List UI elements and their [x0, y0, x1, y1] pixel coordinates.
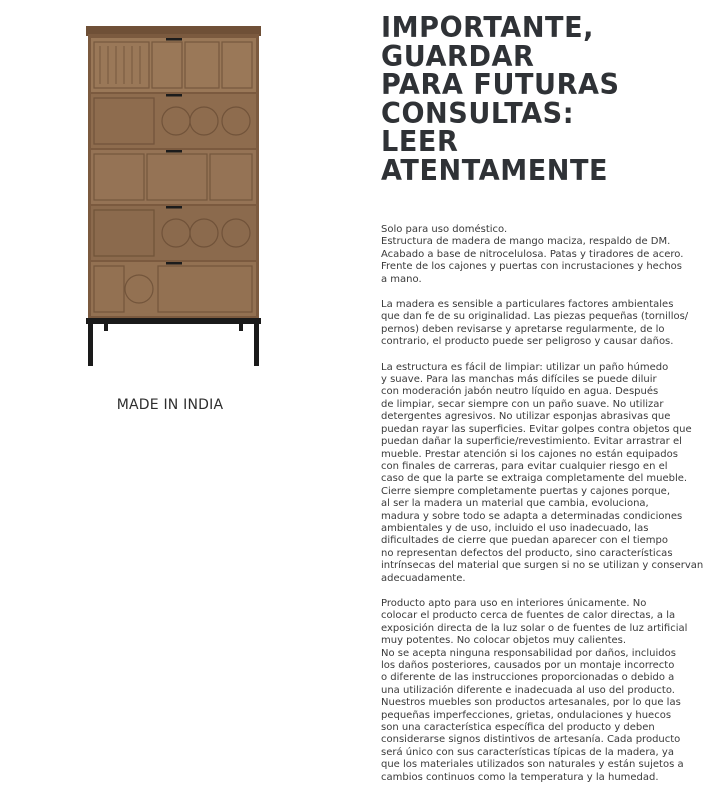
title-line: GUARDAR — [381, 39, 535, 73]
paragraph-line: será único con sus características típicas de la madera, ya — [381, 746, 674, 758]
paragraph-line: puedan dañar la superficie/revestimiento. Evitar arrastrar el — [381, 436, 682, 448]
paragraph-line: colocar el producto cerca de fuentes de calor directas, a la — [381, 610, 676, 622]
paragraph-line: no representan defectos del producto, sino características — [381, 547, 673, 559]
paragraph-line: Nuestros muebles son productos artesanales, por lo que las — [381, 697, 681, 709]
paragraph-line: intrínsecas del material que surgen si no se utilizan y conservan — [381, 560, 704, 572]
paragraph-line: de limpiar, secar siempre con un paño suave. No utilizar — [381, 398, 664, 410]
paragraph-line: exposición directa de la luz solar o de fuentes de luz artificial — [381, 622, 688, 634]
paragraph-line: puedan rayar las superficies. Evitar golpes contra objetos que — [381, 423, 692, 435]
paragraph-line: muy potentes. No colocar objetos muy calientes. — [381, 635, 627, 647]
paragraph-line: La estructura es fácil de limpiar: utilizar un paño húmedo — [381, 361, 669, 373]
paragraph-line: y suave. Para las manchas más difíciles se puede diluir — [381, 374, 657, 386]
chest-of-drawers-image — [84, 24, 264, 369]
paragraph-line: a mano. — [381, 273, 422, 285]
paragraph-line: No se acepta ninguna responsabilidad por daños, incluidos — [381, 647, 676, 659]
paragraph-line: detergentes agresivos. No utilizar esponjas abrasivas que — [381, 411, 671, 423]
paragraph-line: adecuadamente. — [381, 572, 466, 584]
paragraph-line: son una característica específica del producto y deben — [381, 722, 655, 734]
warning-header — [381, 11, 706, 187]
instruction-paragraph — [381, 362, 711, 585]
paragraph-line: pequeñas imperfecciones, grietas, ondulaciones y huecos — [381, 709, 672, 721]
paragraph-line: que los materiales utilizados son naturales y están sujetos a — [381, 759, 684, 771]
instruction-paragraph — [381, 598, 711, 784]
paragraph-line: dificultades de cierre que puedan aparecer con el tiempo — [381, 535, 668, 547]
made-in-label: MADE IN INDIA — [116, 397, 224, 413]
instructions-text — [381, 224, 711, 797]
paragraph-line: Estructura de madera de mango maciza, respaldo de DM. — [381, 236, 671, 248]
instruction-paragraph — [381, 224, 711, 286]
paragraph-line: Producto apto para uso en interiores únicamente. No — [381, 597, 647, 609]
paragraph-line: Frente de los cajones y puertas con incrustaciones y hechos — [381, 261, 682, 273]
paragraph-line: o diferente de las instrucciones proporcionadas o debido a — [381, 672, 675, 684]
paragraph-line: con moderación jabón neutro líquido en agua. Después — [381, 386, 659, 398]
title-line: PARA FUTURAS — [381, 68, 620, 101]
paragraph-line: con finales de carreras, para evitar cualquier riesgo en el — [381, 460, 668, 472]
paragraph-line: caso de que la parte se extraiga completamente del mueble. — [381, 473, 688, 485]
paragraph-line: una utilización diferente e inadecuada al uso del producto. — [381, 684, 675, 696]
paragraph-line: ambientales y de uso, incluido el uso inadecuado, las — [381, 522, 649, 534]
paragraph-line: los daños posteriores, causados por un montaje incorrecto — [381, 660, 675, 671]
paragraph-line: madura y sobre todo se adapta a determinadas condiciones — [381, 510, 683, 522]
paragraph-line: La madera es sensible a particulares factores ambientales — [381, 299, 674, 311]
paragraph-line: Acabado a base de nitrocelulosa. Patas y tiradores de acero. — [381, 248, 684, 260]
paragraph-line: contrario, el producto puede ser peligroso y causar daños. — [381, 336, 674, 348]
page-title — [381, 11, 690, 187]
paragraph-line: que dan fe de su originalidad. Las piezas pequeñas (tornillos/ — [381, 311, 689, 323]
paragraph-line: pernos) deben revisarse y apretarse regularmente, de lo — [381, 323, 665, 335]
paragraph-line: al ser la madera un material que cambia, evoluciona, — [381, 498, 649, 510]
instruction-paragraph — [381, 299, 711, 349]
title-line: ATENTAMENTE — [381, 153, 609, 187]
paragraph-line: Cierre siempre completamente puertas y cajones porque, — [381, 485, 670, 497]
paragraph-line: Solo para uso doméstico. — [381, 224, 508, 235]
paragraph-line: cambios continuos como la temperatura y la humedad. — [381, 771, 659, 783]
paragraph-line: considerarse signos distintivos de artesanía. Cada producto — [381, 734, 681, 746]
product-column — [0, 0, 345, 808]
paragraph-line: mueble. Prestar atención si los cajones no están equipados — [381, 448, 678, 460]
title-line: LEER — [381, 125, 459, 158]
title-line: IMPORTANTE, — [381, 11, 595, 44]
title-line: CONSULTAS: — [381, 96, 575, 130]
